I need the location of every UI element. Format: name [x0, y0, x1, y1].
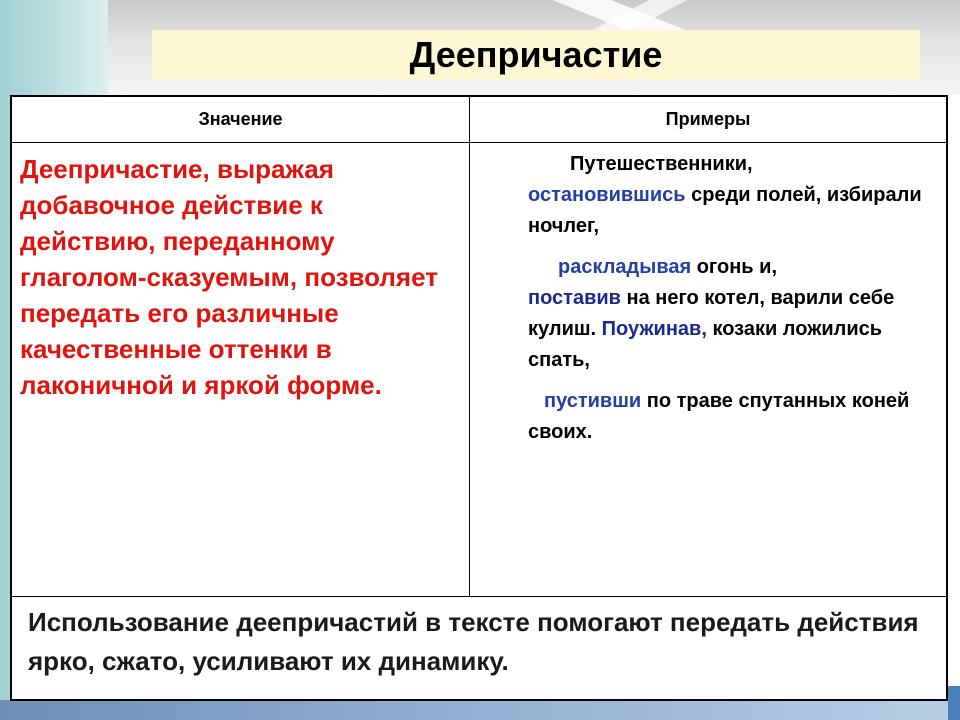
- footer-cell: [12, 597, 946, 699]
- examples-cell: [470, 143, 946, 597]
- example-text: среди полей, избирали ночлег,: [528, 184, 922, 237]
- participle-word: поставив: [528, 287, 621, 309]
- participle-word: пустивши: [544, 390, 642, 412]
- example-paragraph: [528, 149, 940, 242]
- content-table: [10, 95, 948, 701]
- example-text: Путешественники,: [570, 153, 753, 175]
- header-meaning: Значение: [12, 97, 470, 143]
- meaning-cell: [12, 143, 470, 597]
- meaning-text: Деепричастие, выражая добавочное действие к действию, переданному глаголом-сказуемым, позволяет передать его различные качественные оттенки в лаконичной и яркой форме.: [20, 154, 438, 400]
- example-text: огонь и,: [691, 256, 777, 278]
- background-bottom-band: [0, 700, 960, 720]
- example-text: по траве спутанных коней своих.: [528, 390, 910, 443]
- background-corner-block: [948, 686, 960, 720]
- header-examples: Примеры: [470, 97, 946, 143]
- footer-text: Использование деепричастий в тексте помогают передать действия ярко, сжато, усиливают их динамику.: [28, 607, 919, 676]
- example-paragraph: [528, 252, 940, 376]
- participle-word: остановившись: [528, 184, 686, 206]
- example-text: на него котел, варили себе кулиш.: [528, 287, 895, 340]
- slide-title: Деепричастие: [152, 30, 920, 80]
- participle-word: раскладывая: [558, 256, 692, 278]
- example-paragraph: [528, 386, 940, 448]
- participle-word: Поужинав,: [601, 318, 707, 340]
- example-text: козаки ложились спать,: [528, 318, 883, 371]
